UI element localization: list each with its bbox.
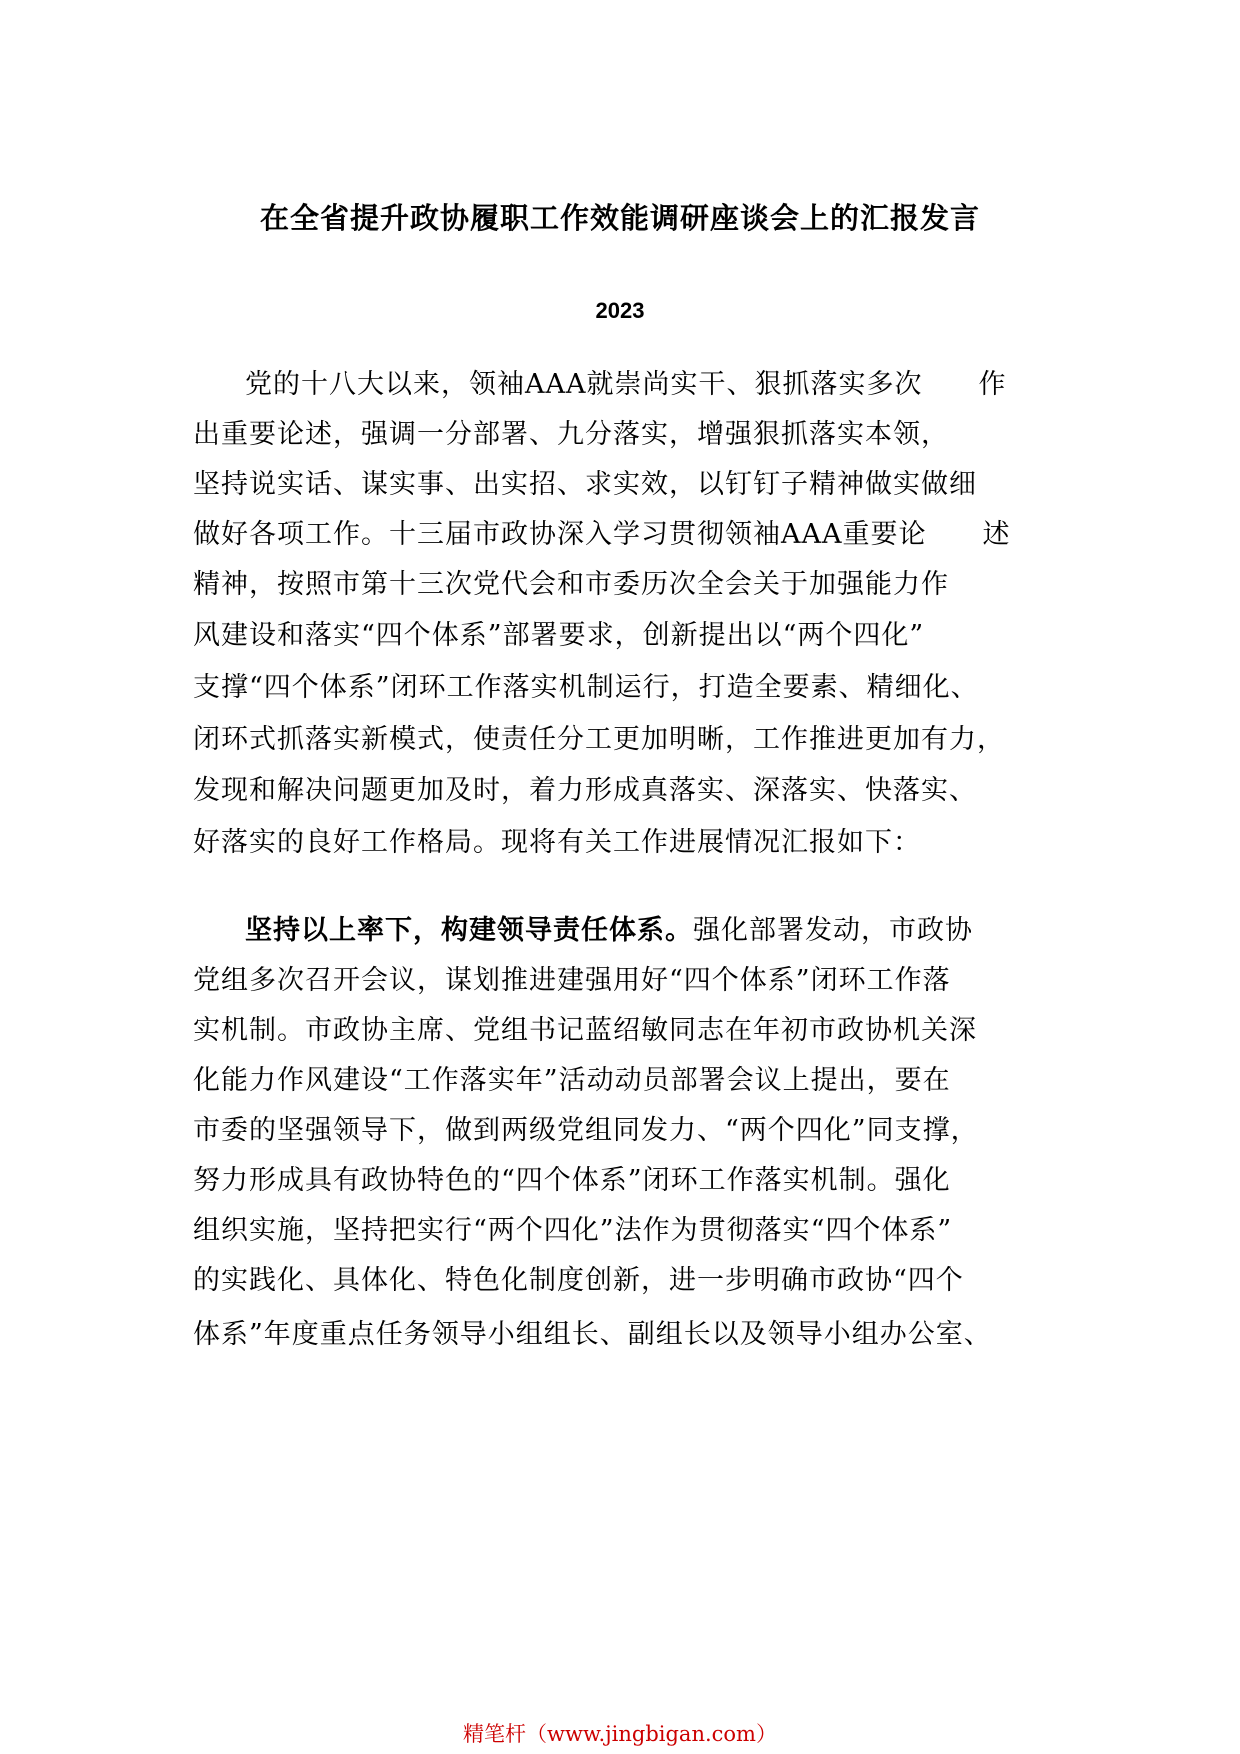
paragraph2-line: 的实践化、具体化、特色化制度创新，进一步明确市政协“四个 xyxy=(193,1265,964,1296)
paragraph2-first-line-text: 强化部署发动，市政协 xyxy=(693,915,973,946)
paragraph1-line: 做好各项工作。十三届市政协深入学习贯彻领袖AAA重要论 述 xyxy=(193,519,1011,550)
footer-watermark: 精笔杆（www.jingbigan.com） xyxy=(463,1722,777,1746)
paragraph1-line: 出重要论述，强调一分部署、九分落实，增强狠抓落实本领， xyxy=(193,419,949,450)
paragraph2-line: 市委的坚强领导下，做到两级党组同发力、“两个四化”同支撑， xyxy=(193,1115,979,1146)
paragraph2-line: 化能力作风建设“工作落实年”活动动员部署会议上提出，要在 xyxy=(193,1065,951,1096)
paragraph2-line: 努力形成具有政协特色的“四个体系”闭环工作落实机制。强化 xyxy=(193,1165,951,1196)
paragraph2-line: 组织实施，坚持把实行“两个四化”法作为贯彻落实“四个体系” xyxy=(193,1215,953,1246)
paragraph2-line: 体系”年度重点任务领导小组组长、副组长以及领导小组办公室、 xyxy=(193,1319,992,1350)
paragraph1-line: 坚持说实话、谋实事、出实招、求实效，以钉钉子精神做实做细 xyxy=(193,469,977,500)
paragraph1-line: 好落实的良好工作格局。现将有关工作进展情况汇报如下： xyxy=(193,827,921,858)
paragraph1-line: 精神，按照市第十三次党代会和市委历次全会关于加强能力作 xyxy=(193,569,949,600)
paragraph1-line: 风建设和落实“四个体系”部署要求，创新提出以“两个四化” xyxy=(193,620,925,651)
paragraph1-line: 党的十八大以来，领袖AAA就崇尚实干、狠抓落实多次 作 xyxy=(245,369,1007,400)
paragraph2-heading: 坚持以上率下，构建领导责任体系。 xyxy=(245,915,693,946)
paragraph1-line: 发现和解决问题更加及时，着力形成真落实、深落实、快落实、 xyxy=(193,775,977,806)
paragraph1-line: 支撑“四个体系”闭环工作落实机制运行，打造全要素、精细化、 xyxy=(193,672,979,703)
paragraph2-first-line xyxy=(245,908,973,947)
paragraph2-line: 党组多次召开会议，谋划推进建强用好“四个体系”闭环工作落 xyxy=(193,965,951,996)
paragraph1-line: 闭环式抓落实新模式，使责任分工更加明晰，工作推进更加有力， xyxy=(193,724,1005,755)
document-year: 2023 xyxy=(595,298,645,323)
paragraph2-line: 实机制。市政协主席、党组书记蓝绍敏同志在年初市政协机关深 xyxy=(193,1015,977,1046)
document-title: 在全省提升政协履职工作效能调研座谈会上的汇报发言 xyxy=(259,201,980,235)
